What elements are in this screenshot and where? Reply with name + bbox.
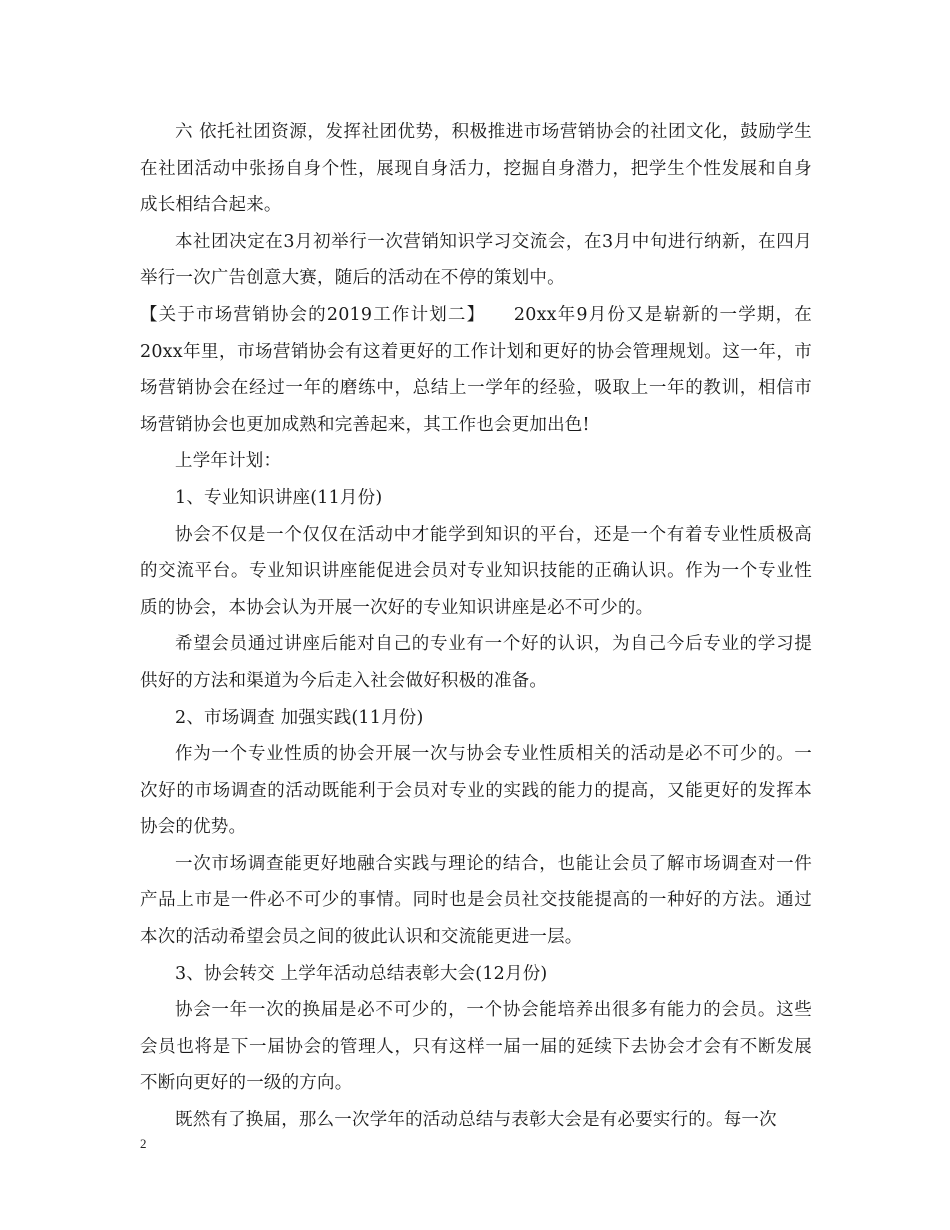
- paragraph-2: 本社团决定在3月初举行一次营销知识学习交流会，在3月中旬进行纳新，在四月举行一次广告创意大赛，随后的活动在不停的策划中。: [140, 231, 812, 289]
- list-item-3-title: 3、协会转交 上学年活动总结表彰大会(12月份): [175, 963, 548, 984]
- paragraph-3: 协会不仅是一个仅仅在活动中才能学到知识的平台，还是一个有着专业性质极高的交流平台。专业知识讲座能促进会员对专业知识技能的正确认识。作为一个专业性质的协会，本协会认为开展一次好的专业知识讲座是必不可少的。: [140, 524, 812, 618]
- paragraph-1: 六 依托社团资源，发挥社团优势，积极推进市场营销协会的社团文化，鼓励学生在社团活动中张扬自身个性，展现自身活力，挖掘自身潜力，把学生个性发展和自身成长相结合起来。: [140, 122, 812, 216]
- paragraph-6: 一次市场调查能更好地融合实践与理论的结合，也能让会员了解市场调查对一件产品上市是一件必不可少的事情。同时也是会员社交技能提高的一种好的方法。通过本次的活动希望会员之间的彼此认识和交流能更进一层。: [140, 853, 812, 948]
- list-item-2-title: 2、市场调查 加强实践(11月份): [175, 707, 424, 728]
- list-item-1-title: 1、专业知识讲座(11月份): [175, 487, 383, 508]
- document-body: [140, 114, 812, 1139]
- paragraph-8: 既然有了换届，那么一次学年的活动总结与表彰大会是有必要实行的。每一次: [175, 1110, 777, 1131]
- paragraph-7: 协会一年一次的换届是必不可少的，一个协会能培养出很多有能力的会员。这些会员也将是下一届协会的管理人，只有这样一届一届的延续下去协会才会有不断发展不断向更好的一级的方向。: [140, 1000, 812, 1094]
- paragraph-5: 作为一个专业性质的协会开展一次与协会专业性质相关的活动是必不可少的。一次好的市场调查的活动既能利于会员对专业的实践的能力的提高，又能更好的发挥本协会的优势。: [140, 744, 812, 838]
- paragraph-plan-title: 上学年计划：: [175, 451, 282, 472]
- section-heading-paragraph: 【关于市场营销协会的2019工作计划二】 20xx年9月份又是崭新的一学期，在20xx年里，市场营销协会有这着更好的工作计划和更好的协会管理规划。这一年，市场营销协会在经过一年的磨练中，总结上一学年的经验，吸取上一年的教训，相信市场营销协会也更加成熟和完善起来，其工作也会更加出色!: [140, 304, 812, 435]
- page-number: 2: [140, 1136, 147, 1151]
- paragraph-4: 希望会员通过讲座后能对自己的专业有一个好的认识，为自己今后专业的学习提供好的方法和渠道为今后走入社会做好积极的准备。: [140, 634, 812, 691]
